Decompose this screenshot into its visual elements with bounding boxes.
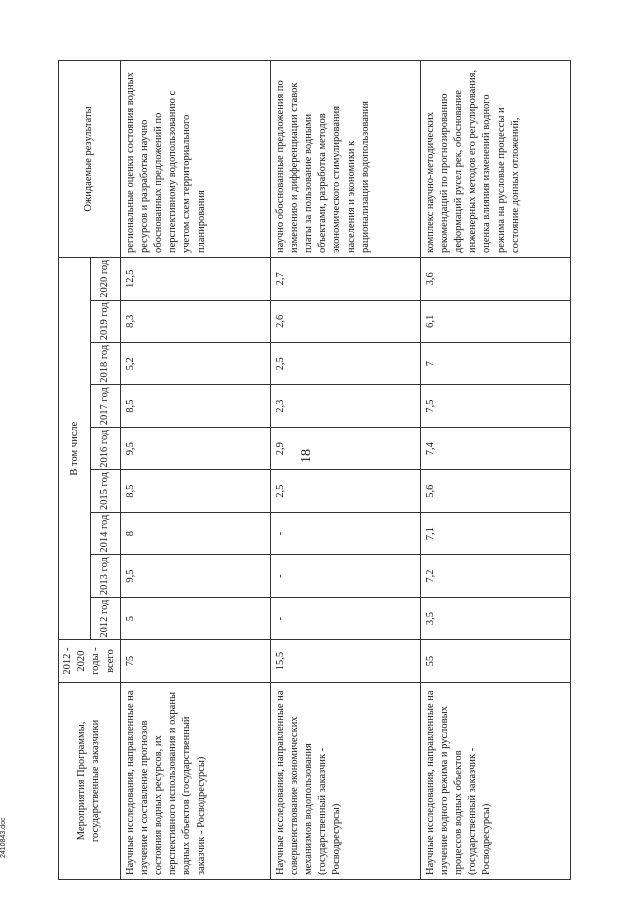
- header-year: 2012 год: [91, 597, 120, 639]
- header-year: 2020 год: [91, 258, 120, 301]
- table-row: [270, 61, 420, 880]
- value-cell: 8,5: [120, 470, 270, 512]
- value-cell: 3,6: [420, 258, 570, 301]
- value-cell: 7: [420, 343, 570, 385]
- total-cell: 75: [120, 640, 270, 683]
- result-cell: научно обоснованные предложения по изменению и дифференциации ставок платы за пользование водными объектами, разработка методов экономического стимулирования населения и экономики к рационализации водопользования: [270, 61, 420, 258]
- table-row: [420, 61, 570, 880]
- total-cell: 15,5: [270, 640, 420, 683]
- header-activities: Мероприятия Программы, государственные заказчики: [59, 682, 121, 879]
- value-cell: 5,2: [120, 343, 270, 385]
- value-cell: 7,4: [420, 427, 570, 469]
- value-cell: 5: [120, 597, 270, 639]
- value-cell: 5,6: [420, 470, 570, 512]
- value-cell: 2,3: [270, 385, 420, 427]
- value-cell: 2,6: [270, 300, 420, 342]
- value-cell: 12,5: [120, 258, 270, 301]
- value-cell: 7,1: [420, 512, 570, 554]
- value-cell: 9,5: [120, 555, 270, 597]
- activity-cell: Научные исследования, направленные на изучение и составление прогнозов состояния водных ресурсов, их перспективного использования и охраны водных объектов (государственный заказчик - Росводресурсы): [120, 682, 270, 879]
- value-cell: 8,5: [120, 385, 270, 427]
- activity-cell: Научные исследования, направленные на совершенствование экономических механизмов водопользования (государственный заказчик - Росводресурсы): [270, 682, 420, 879]
- value-cell: 8: [120, 512, 270, 554]
- value-cell: 2,7: [270, 258, 420, 301]
- table-row: [120, 61, 270, 880]
- header-year: 2013 год: [91, 555, 120, 597]
- header-year: 2016 год: [91, 427, 120, 469]
- page-number: 18: [299, 449, 314, 463]
- value-cell: 2,9: [270, 427, 420, 469]
- result-cell: региональные оценки состояния водных ресурсов и разработка научно обоснованных предложений по перспективному водопользованию с учетом схем территориального планирования: [120, 61, 270, 258]
- program-table: [58, 60, 571, 880]
- value-cell: 8,3: [120, 300, 270, 342]
- document-id: 2410843.doc: [0, 817, 7, 858]
- value-cell: 7,2: [420, 555, 570, 597]
- total-cell: 55: [420, 640, 570, 683]
- value-cell: -: [270, 512, 420, 554]
- rotated-table-container: [58, 60, 578, 880]
- header-year: 2015 год: [91, 470, 120, 512]
- value-cell: -: [270, 597, 420, 639]
- value-cell: -: [270, 555, 420, 597]
- value-cell: 6,1: [420, 300, 570, 342]
- header-results: Ожидаемые результаты: [59, 61, 121, 258]
- value-cell: 3,5: [420, 597, 570, 639]
- header-year: 2019 год: [91, 300, 120, 342]
- header-subgroup: В том числе: [59, 258, 91, 640]
- result-cell: комплекс научно-методических рекомендаций по прогнозированию деформаций русел рек, обоснование инженерных методов его регулирования, оценка влияния изменений водного режима на русловые процессы и состояние донных отложений,: [420, 61, 570, 258]
- value-cell: 9,5: [120, 427, 270, 469]
- header-total: 2012 - 2020 годы - всего: [59, 640, 121, 683]
- value-cell: 2,5: [270, 470, 420, 512]
- header-year: 2018 год: [91, 343, 120, 385]
- value-cell: 7,5: [420, 385, 570, 427]
- header-year: 2017 год: [91, 385, 120, 427]
- header-year: 2014 год: [91, 512, 120, 554]
- activity-cell: Научные исследования, направленные на изучение водного режима и русловых процессов водных объектов (государственный заказчик - Росводресурсы): [420, 682, 570, 879]
- value-cell: 2,5: [270, 343, 420, 385]
